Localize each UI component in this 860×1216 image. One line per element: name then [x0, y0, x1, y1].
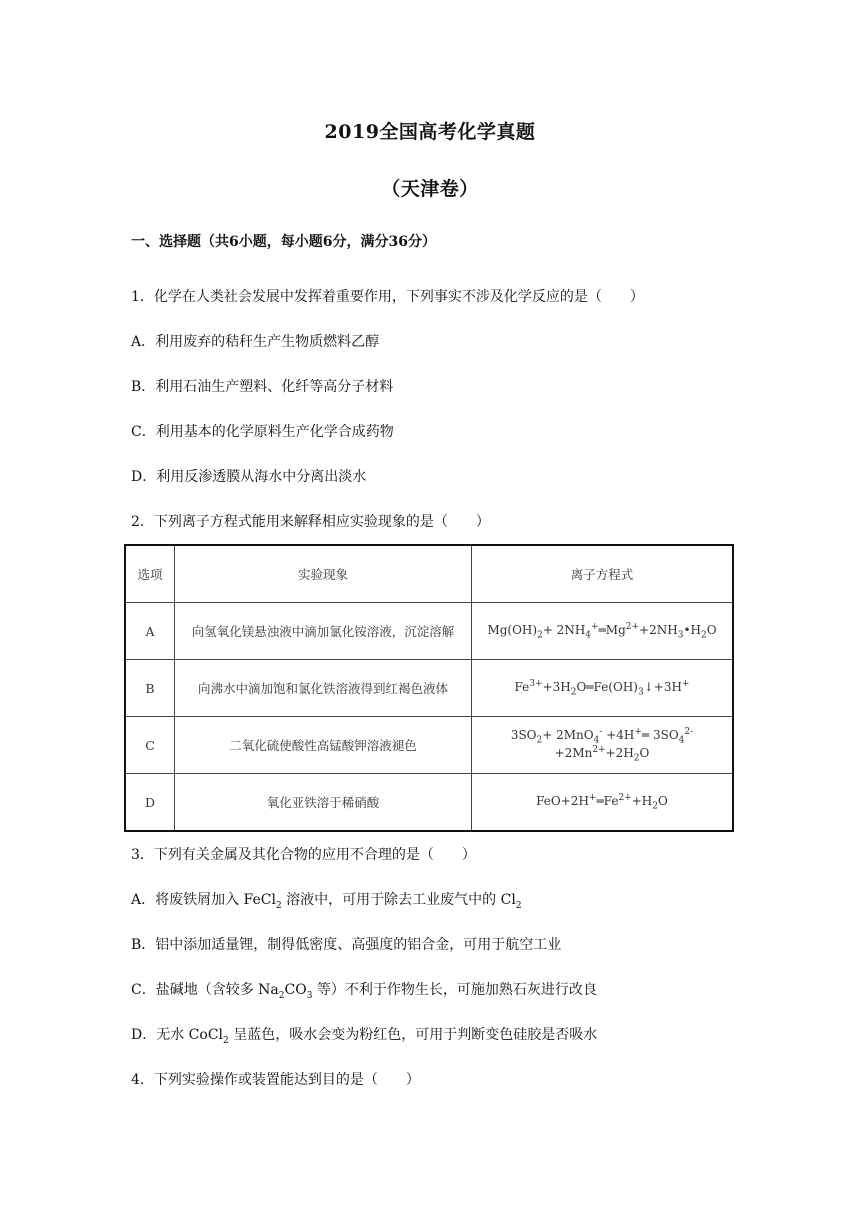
- question-1-option-b: B．利用石油生产塑料、化纤等高分子材料: [131, 379, 394, 395]
- question-3-stem: 3．下列有关金属及其化合物的应用不合理的是（ ）: [131, 847, 476, 863]
- question-1-stem: 1．化学在人类社会发展中发挥着重要作用，下列事实不涉及化学反应的是（ ）: [131, 289, 644, 305]
- row-option: B: [125, 660, 175, 717]
- row-phenomenon: 二氧化硫使酸性高锰酸钾溶液褪色: [175, 717, 472, 774]
- row-equation: $Fe^{3+}+3H_2O═Fe(OH)_3↓+3H^+$: [472, 660, 734, 717]
- question-4-stem: 4．下列实验操作或装置能达到目的是（ ）: [131, 1072, 420, 1088]
- header-phenomenon: 实验现象: [175, 545, 472, 603]
- row-equation: $Mg(OH)_2+$ $2NH_4^+═Mg^{2+}+2NH_3•H_2O$: [472, 603, 734, 660]
- question-2-stem: 2．下列离子方程式能用来解释相应实验现象的是（ ）: [131, 514, 490, 530]
- table-row: [125, 603, 733, 660]
- row-option: C: [125, 717, 175, 774]
- page-title: 2019全国高考化学真题: [324, 121, 536, 143]
- header-option: 选项: [125, 545, 175, 603]
- table-header-row: [125, 545, 733, 603]
- table-row: [125, 774, 733, 832]
- question-1-option-d: D．利用反渗透膜从海水中分离出淡水: [131, 469, 367, 485]
- row-equation: $FeO+2H^+═Fe^{2+}+H_2O$: [472, 774, 734, 832]
- row-equation: $3SO_2+ 2MnO_4^-$ +4H+═ $3SO_4^{2-} +2Mn^{2+}+2H_2O$: [472, 717, 734, 774]
- question-1-option-c: C．利用基本的化学原料生产化学合成药物: [131, 424, 394, 440]
- row-phenomenon: 氧化亚铁溶于稀硝酸: [175, 774, 472, 832]
- page-subtitle: （天津卷）: [381, 178, 479, 200]
- row-phenomenon: 向沸水中滴加饱和氯化铁溶液得到红褐色液体: [175, 660, 472, 717]
- question-2-table: [124, 544, 734, 832]
- question-1-option-a: A．利用废弃的秸秆生产生物质燃料乙醇: [131, 334, 380, 350]
- section-heading: 一、选择题（共6小题，每小题6分，满分36分）: [131, 234, 436, 250]
- question-3-option-c: C．盐碱地（含较多 $Na_2CO_3$ 等）不利于作物生长，可施加熟石灰进行改良: [131, 982, 597, 1001]
- row-option: D: [125, 774, 175, 832]
- row-option: A: [125, 603, 175, 660]
- table-row: [125, 717, 733, 774]
- question-3-option-b: B．铝中添加适量锂，制得低密度、高强度的铝合金，可用于航空工业: [131, 937, 562, 953]
- question-3-option-d: D．无水 CoCl$_2$ 呈蓝色，吸水会变为粉红色，可用于判断变色硅胶是否吸水: [131, 1027, 598, 1046]
- table-row: [125, 660, 733, 717]
- question-3-option-a: A．将废铁屑加入 FeCl$_2$ 溶液中，可用于除去工业废气中的 $Cl_2$: [131, 892, 522, 911]
- header-equation: 离子方程式: [472, 545, 734, 603]
- row-phenomenon: 向氢氧化镁悬浊液中滴加氯化铵溶液，沉淀溶解: [175, 603, 472, 660]
